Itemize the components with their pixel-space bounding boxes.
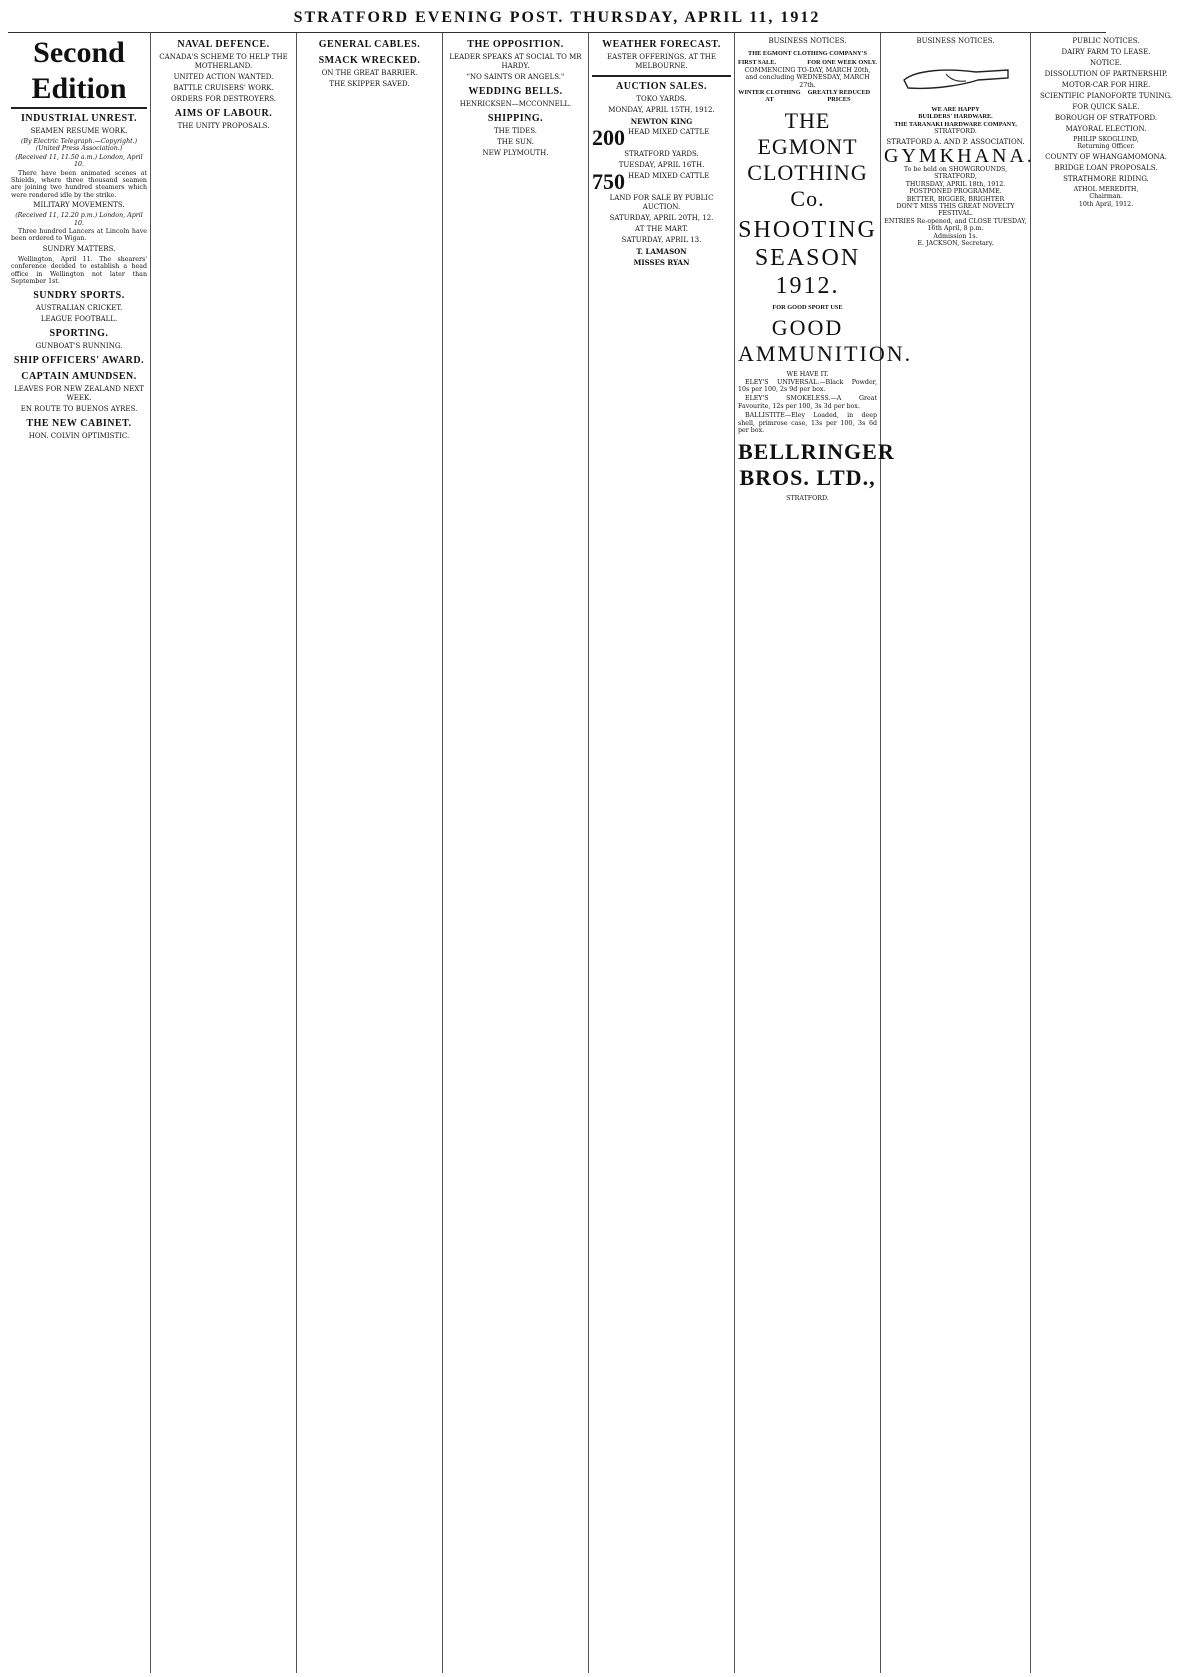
masthead [8, 6, 1106, 33]
notice: NOTICE. [1090, 59, 1122, 67]
taranaki-hardware: THE TARANAKI HARDWARE COMPANY, [894, 120, 1017, 128]
eley-smokeless: ELEY'S SMOKELESS.—A Great Favourite, 12s per 100, 3s 3d per box. [738, 395, 877, 410]
piano-tuning: SCIENTIFIC PIANOFORTE TUNING. [1039, 92, 1173, 100]
column-7 [881, 33, 1035, 1673]
stratford-date: TUESDAY, APRIL 16TH. [618, 161, 705, 169]
gymkhana-date: THURSDAY, APRIL 18th, 1912. [905, 180, 1006, 188]
sub-sun: THE SUN. [497, 138, 534, 146]
cattle-label-750: HEAD MIXED CATTLE [628, 172, 710, 180]
shooting-season: SHOOTING SEASON 1912. [738, 216, 877, 299]
article-text: Three hundred Lancers at Lincoln have been ordered to Wigan. [11, 228, 147, 243]
heading-naval-defence: NAVAL DEFENCE. [177, 39, 270, 50]
heading-smack: SMACK WRECKED. [318, 55, 421, 66]
heading-ship-officers: SHIP OFFICERS' AWARD. [13, 354, 145, 366]
heading-amundsen: CAPTAIN AMUNDSEN. [21, 370, 137, 382]
meredith: ATHOL MEREDITH, [1073, 185, 1139, 193]
date: 10th April, 1912. [1078, 200, 1134, 208]
winter-row [738, 89, 877, 104]
sub-unity: THE UNITY PROPOSALS. [177, 122, 270, 130]
sub-orders: ORDERS FOR DESTROYERS. [170, 95, 277, 103]
heading-general-cables: GENERAL CABLES. [318, 39, 421, 50]
stratford-yards: STRATFORD YARDS. [624, 150, 699, 158]
at-the-mart: AT THE MART. [635, 225, 688, 233]
stratford-label: STRATFORD. [934, 128, 977, 136]
received-note: (Received 11, 11.50 a.m.) London, April 10. [15, 153, 143, 169]
mart-date: SATURDAY, APRIL 13. [621, 236, 702, 244]
admission: Admission 1s. [933, 232, 978, 240]
greatly-reduced: GREATLY REDUCED PRICES [807, 89, 871, 104]
cattle-count-750: 750 [592, 169, 625, 194]
returning: Returning Officer. [1077, 143, 1135, 151]
toko-yards: TOKO YARDS. [636, 95, 687, 103]
heading-auction: AUCTION SALES. [616, 81, 707, 92]
heading-shipping: SHIPPING. [487, 113, 544, 124]
column-5 [589, 33, 735, 1673]
better-bigger: BETTER, BIGGER, BRIGHTER [906, 195, 1005, 203]
jackson: E. JACKSON, Secretary. [917, 240, 994, 248]
sub-leader: LEADER SPEAKS AT SOCIAL TO MR HARDY. [449, 53, 582, 70]
sub-colvin: HON. COLVIN OPTIMISTIC. [28, 431, 130, 440]
egmont-ad-title: THE EGMONT CLOTHING COMPANY'S [748, 50, 867, 57]
winter-clothing: WINTER CLOTHING AT [738, 89, 801, 104]
toko-date: MONDAY, APRIL 15TH, 1912. [608, 106, 715, 114]
commencing: COMMENCING TO-DAY, MARCH 20th, and concluding WEDNESDAY, MARCH 27th. [744, 66, 871, 89]
land-date: SATURDAY, APRIL 20TH, 12. [609, 214, 714, 222]
sub-easter: EASTER OFFERINGS. AT THE MELBOURNE. [607, 53, 716, 70]
dissolution: DISSOLUTION OF PARTNERSHIP. [1044, 70, 1168, 78]
sub-united: UNITED ACTION WANTED. [173, 73, 274, 81]
sub-saints: "NO SAINTS OR ANGELS." [466, 73, 565, 81]
sub-leaves: LEAVES FOR NEW ZEALAND NEXT WEEK. [14, 384, 144, 402]
sub-scheme: CANADA'S SCHEME TO HELP THE MOTHERLAND. [159, 53, 288, 70]
gymkhana-held: To be held on SHOWGROUNDS, STRATFORD, [903, 166, 1008, 181]
heading-wedding: WEDDING BELLS. [468, 86, 563, 97]
entries: ENTRIES Re-opened, and CLOSE TUESDAY, 16th April, 8 p.m. [884, 217, 1027, 233]
sub-football: LEAGUE FOOTBALL. [40, 314, 118, 323]
sub-sundry: SUNDRY MATTERS. [42, 244, 116, 253]
business-notices-label: BUSINESS NOTICES. [768, 37, 847, 45]
sub-henricksen: HENRICKSEN—MCCONNELL. [459, 100, 572, 108]
riding: STRATHMORE RIDING. [1063, 174, 1149, 183]
sub-new-plymouth: NEW PLYMOUTH. [482, 149, 549, 157]
column-6 [735, 33, 913, 1673]
land-sale: LAND FOR SALE BY PUBLIC AUCTION. [609, 194, 714, 211]
columns [8, 33, 1173, 1673]
second-edition-title: Second Edition [11, 35, 147, 109]
cattle-label-200: HEAD MIXED CATTLE [628, 128, 710, 136]
column-3 [297, 33, 443, 1673]
received-note: (Received 11, 12.20 p.m.) London, April 10. [15, 212, 143, 227]
dairy-farm: DAIRY FARM TO LEASE. [1061, 48, 1151, 56]
sub-battle: BATTLE CRUISERS' WORK. [173, 84, 274, 92]
sub-skipper: THE SKIPPER SAVED. [329, 80, 410, 88]
heading-sundry-sports: SUNDRY SPORTS. [33, 289, 125, 301]
pointing-hand-icon [896, 50, 1016, 102]
newton-king-1: NEWTON KING [630, 117, 693, 126]
one-week: FOR ONE WEEK ONLY. [807, 59, 877, 67]
heading-weather: WEATHER FORECAST. [602, 39, 721, 50]
heading-labour: AIMS OF LABOUR. [174, 108, 273, 119]
egmont-clothing-big: THE EGMONT CLOTHING Co. [747, 107, 868, 211]
heading-opposition: THE OPPOSITION. [467, 39, 564, 50]
misses-ryan: MISSES RYAN [633, 258, 690, 267]
ballistite: BALLISTITE—Eley Loaded, in deep shell, primrose case, 13s per 100, 3s 6d per box. [738, 412, 877, 435]
issue-date: THURSDAY, APRIL 11, 1912 [570, 9, 821, 26]
telegraph-note: (By Electric Telegraph.—Copyright.) (United Press Association.) [20, 138, 138, 153]
for-good-sport: FOR GOOD SPORT USE [772, 303, 843, 311]
public-notices-label: PUBLIC NOTICES. [1072, 37, 1140, 45]
heading-industrial-unrest: INDUSTRIAL UNREST. [20, 113, 138, 124]
sub-seamen: SEAMEN RESUME WORK. [30, 127, 128, 135]
sub-military: MILITARY MOVEMENTS. [33, 201, 125, 210]
mayoral: MAYORAL ELECTION. [1065, 125, 1147, 133]
article-text: There have been animated scenes at Shields, where three thousand seamen are joining two hundred steamers which were rendered idle by the strike. [11, 169, 147, 199]
eley-universal: ELEY'S UNIVERSAL.—Black Powder, 10s per 100, 2s 9d per box. [738, 378, 877, 394]
heading-cabinet: THE NEW CABINET. [26, 417, 132, 429]
lamason: T. LAMASON [636, 247, 687, 256]
motorcar: MOTOR-CAR FOR HIRE. [1061, 81, 1151, 89]
bridge: BRIDGE LOAN PROPOSALS. [1054, 163, 1158, 172]
heading-sporting: SPORTING. [49, 327, 109, 339]
ap-association: STRATFORD A. AND P. ASSOCIATION. [886, 137, 1025, 146]
column-2 [151, 33, 297, 1673]
county: COUNTY OF WHANGAMOMONA. [1045, 152, 1167, 161]
builders-hardware: BUILDERS' HARDWARE. [918, 113, 993, 121]
chairman: Chairman. [1089, 193, 1123, 201]
we-have-it: WE HAVE IT. [786, 371, 829, 379]
quick-sale: FOR QUICK SALE. [1072, 103, 1140, 111]
sub-cricket: AUSTRALIAN CRICKET. [35, 303, 123, 312]
bellringer-bros: BELLRINGER BROS. LTD., [738, 438, 895, 490]
we-are-happy: WE ARE HAPPY [931, 106, 980, 113]
divider [592, 75, 731, 77]
sub-route: EN ROUTE TO BUENOS AYRES. [20, 404, 138, 413]
sub-tides: THE TIDES. [493, 127, 538, 135]
gymkhana-title: GYMKHANA. [884, 144, 1035, 167]
sub-barrier: ON THE GREAT BARRIER. [321, 69, 418, 77]
column-8 [1031, 33, 1181, 1673]
cattle-count-200: 200 [592, 125, 625, 150]
borough: BOROUGH OF STRATFORD. [1054, 114, 1158, 122]
business-notices-label: BUSINESS NOTICES. [916, 37, 995, 45]
sub-gunboat: GUNBOAT'S RUNNING. [35, 341, 123, 350]
dont-miss: DON'T MISS THIS GREAT NOVELTY FESTIVAL. [896, 203, 1015, 218]
column-4 [443, 33, 589, 1673]
article-text: Wellington, April 11. The shearers' conference decided to establish a head office in Wellington not later than September 1st. [11, 255, 147, 286]
column-1 [8, 33, 151, 1673]
sale-row [738, 59, 877, 66]
stratford-label: STRATFORD. [786, 494, 829, 502]
first-sale: FIRST SALE. [738, 59, 777, 67]
paper-name: STRATFORD EVENING POST. [293, 9, 565, 26]
postponed: POSTPONED PROGRAMME. [909, 188, 1002, 196]
good-ammunition: GOOD AMMUNITION. [738, 315, 913, 367]
skoglund: PHILIP SKOGLUND, [1073, 136, 1139, 143]
